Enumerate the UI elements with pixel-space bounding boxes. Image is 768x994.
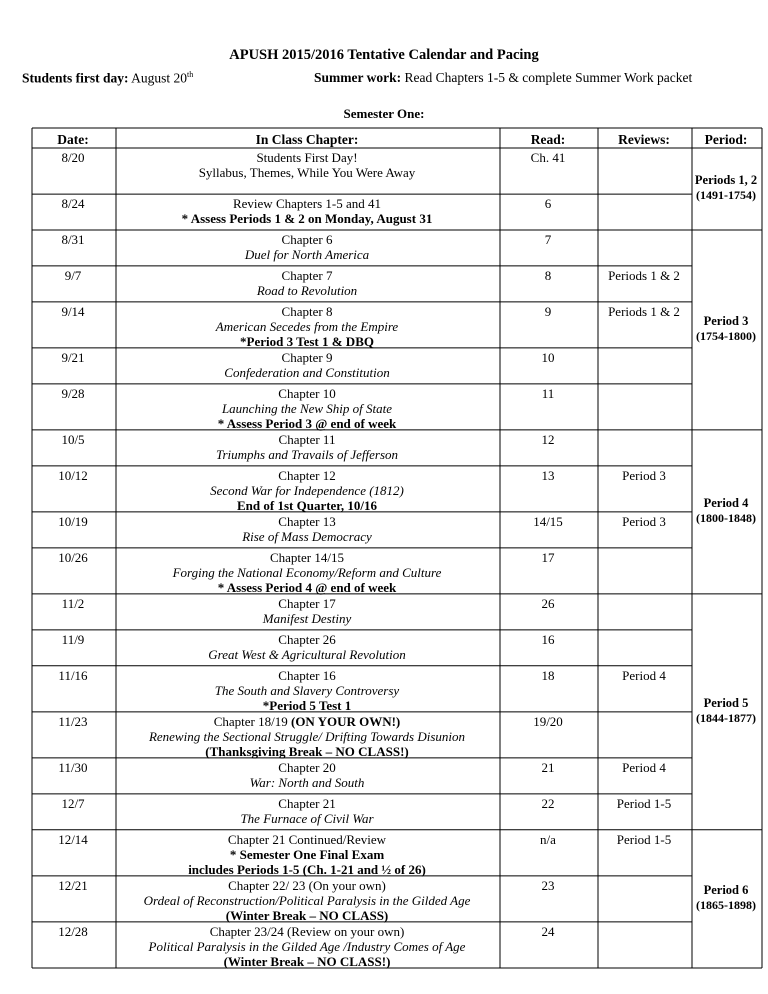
row-review: Periods 1 & 2 [608,303,680,319]
row-read: 9 [544,303,552,319]
row-review: Period 1-5 [616,831,672,847]
row-chapter [116,432,498,462]
chapter-line: Second War for Independence (1812) [210,482,404,498]
row-date: 11/2 [61,595,85,611]
summer-work-label: Summer work: [314,70,402,85]
chapter-line: Great West & Agricultural Revolution [208,646,406,662]
row-date: 12/21 [58,877,88,893]
row-read: 18 [541,667,555,683]
document-title: APUSH 2015/2016 Tentative Calendar and Pacing [229,47,539,63]
chapter-line: Forging the National Economy/Reform and Culture [172,564,442,580]
period-years: (1754-1800) [696,328,756,343]
chapter-line: Chapter 8 [281,303,333,319]
period-label [692,696,760,726]
chapter-line: Confederation and Constitution [224,364,390,380]
row-date: 9/14 [61,303,85,319]
row-date: 12/28 [58,923,88,939]
row-date: 9/7 [64,267,82,283]
row-review: Period 4 [622,667,666,683]
header-date: Date: [57,132,89,147]
period-name: Period 6 [703,882,749,897]
chapter-line: Chapter 23/24 (Review on your own) [209,923,405,939]
chapter-line: includes Periods 1-5 (Ch. 1-21 and ½ of 26) [188,861,426,877]
chapter-line: Road to Revolution [256,282,358,298]
row-chapter [116,796,498,826]
chapter-line: Chapter 7 [281,267,333,283]
row-date: 12/7 [61,795,85,811]
header-chapter: In Class Chapter: [255,132,359,147]
chapter-line: Chapter 17 [278,595,336,611]
chapter-line: Chapter 20 [278,759,336,775]
row-date: 11/30 [58,759,88,775]
chapter-line: Duel for North America [244,247,370,262]
row-read: 22 [541,795,555,811]
semester-heading: Semester One: [343,106,425,121]
row-read: 10 [541,349,555,365]
row-read: 6 [544,196,552,212]
chapter-line: The South and Slavery Controversy [214,682,400,698]
chapter-line: Triumphs and Travails of Jefferson [215,446,399,462]
row-date: 10/12 [58,467,88,483]
row-chapter [116,350,498,380]
period-label [692,496,760,526]
row-review: Periods 1 & 2 [608,267,680,283]
row-read: 13 [541,467,555,483]
row-chapter [116,714,498,759]
chapter-line: *Period 5 Test 1 [262,697,352,713]
period-name: Period 3 [703,313,749,328]
chapter-line: * Semester One Final Exam [229,846,385,862]
chapter-line: Chapter 9 [281,349,333,365]
header-reviews: Reviews: [618,132,670,147]
chapter-line: Chapter 22/ 23 (On your own) [228,877,386,893]
row-chapter [116,150,498,180]
row-chapter [116,304,498,349]
period-years: (1844-1877) [696,710,756,725]
row-date: 10/19 [58,513,88,529]
chapter-line: Ordeal of Reconstruction/Political Paralysis in the Gilded Age [143,892,471,908]
chapter-line: Chapter 18/19 (ON YOUR OWN!) [213,713,401,729]
chapter-line: * Assess Periods 1 & 2 on Monday, August 31 [181,211,433,227]
row-read: 23 [541,877,555,893]
row-chapter [116,550,498,595]
row-date: 11/16 [58,667,88,683]
chapter-line: * Assess Period 3 @ end of week [217,415,397,431]
chapter-line: War: North and South [249,774,365,790]
chapter-line: Chapter 13 [278,513,336,529]
period-label [692,314,760,344]
row-read: 17 [541,549,555,565]
row-read: Ch. 41 [530,150,566,165]
chapter-line: Chapter 21 Continued/Review [227,831,387,847]
row-date: 11/9 [61,631,85,647]
row-chapter [116,514,498,544]
chapter-line: Chapter 10 [278,385,336,401]
chapter-line: Rise of Mass Democracy [242,528,372,544]
row-date: 8/31 [61,232,85,247]
row-review: Period 1-5 [616,795,672,811]
row-review: Period 3 [622,467,666,483]
row-review: Period 3 [622,513,666,529]
row-date: 12/14 [58,831,88,847]
row-date: 11/23 [58,713,88,729]
row-chapter [116,468,498,513]
row-read: 26 [541,595,555,611]
row-chapter [116,878,498,923]
chapter-line: Review Chapters 1-5 and 41 [232,196,382,212]
chapter-line: Syllabus, Themes, While You Were Away [198,165,416,180]
chapter-line: (Winter Break – NO CLASS!) [223,953,391,969]
chapter-line: Chapter 11 [278,431,336,447]
period-label [692,883,760,913]
row-chapter [116,196,498,226]
row-chapter [116,632,498,662]
row-chapter [116,268,498,298]
period-name: Period 5 [703,695,749,710]
period-name: Periods 1, 2 [694,173,758,187]
row-read: 19/20 [533,713,563,729]
chapter-line: End of 1st Quarter, 10/16 [237,497,377,513]
row-date: 9/21 [61,349,85,365]
chapter-line: Chapter 12 [278,467,336,483]
row-date: 8/20 [61,150,85,165]
period-label [692,173,760,203]
chapter-line: Manifest Destiny [262,610,352,626]
chapter-line: Chapter 21 [278,795,336,811]
chapter-line: Renewing the Sectional Struggle/ Drifting Towards Disunion [148,728,466,744]
chapter-line: *Period 3 Test 1 & DBQ [240,333,374,349]
row-read: 16 [541,631,555,647]
chapter-line: Chapter 16 [278,667,336,683]
row-read: 11 [541,385,555,401]
header-read: Read: [530,132,566,147]
row-read: 21 [541,759,555,775]
period-years: (1800-1848) [696,510,756,525]
chapter-line: Chapter 14/15 [269,549,344,565]
row-date: 9/28 [61,385,85,401]
first-day-sup: th [187,70,194,79]
row-chapter [116,668,498,713]
chapter-line: Launching the New Ship of State [221,400,393,416]
row-chapter [116,924,498,969]
row-chapter [116,832,498,877]
row-read: 14/15 [533,513,563,529]
summer-work-value: Read Chapters 1-5 & complete Summer Work packet [404,70,693,85]
row-chapter [116,232,498,262]
row-read: 12 [541,431,555,447]
row-read: 7 [544,232,552,247]
row-read: 24 [541,923,555,939]
row-date: 8/24 [61,196,85,212]
chapter-line: (Winter Break – NO CLASS) [225,907,389,923]
period-years: (1865-1898) [696,897,756,912]
chapter-line: * Assess Period 4 @ end of week [217,579,397,595]
row-review: Period 4 [622,759,666,775]
row-date: 10/5 [61,431,85,447]
row-date: 10/26 [58,549,88,565]
chapter-line: Chapter 26 [278,631,336,647]
chapter-line: Political Paralysis in the Gilded Age /Industry Comes of Age [148,938,466,954]
first-day-value: August 20 [131,70,188,86]
header-period: Period: [704,132,748,147]
period-name: Period 4 [703,495,749,510]
row-read: n/a [540,831,556,847]
chapter-line-emphasis: (ON YOUR OWN!) [290,713,401,729]
chapter-line: (Thanksgiving Break – NO CLASS!) [205,743,409,759]
first-day-label: Students first day: [22,70,129,86]
chapter-line: Chapter 6 [281,232,333,247]
row-chapter [116,596,498,626]
row-chapter [116,386,498,431]
period-years: (1491-1754) [696,188,756,202]
chapter-line: Students First Day! [256,150,358,165]
row-read: 8 [544,267,552,283]
chapter-line: The Furnace of Civil War [240,810,374,826]
chapter-line: American Secedes from the Empire [215,318,399,334]
row-chapter [116,760,498,790]
